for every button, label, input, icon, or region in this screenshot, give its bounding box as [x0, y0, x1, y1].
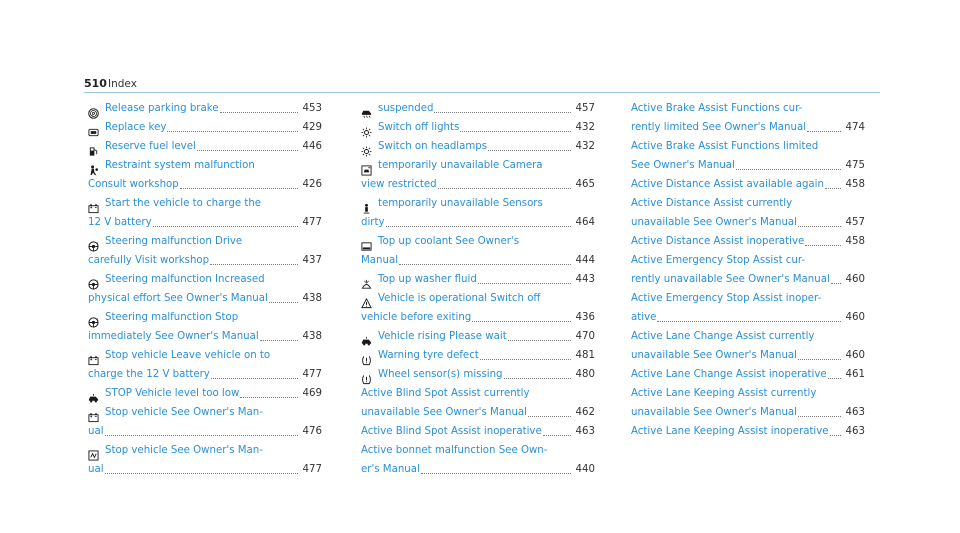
vehicle-suspension-icon [361, 108, 372, 119]
index-entry-line [88, 175, 322, 194]
index-entry-line [631, 346, 865, 365]
tyre-pressure-icon [361, 374, 372, 385]
page-reference: 461 [845, 369, 865, 380]
light-icon [361, 146, 372, 157]
index-entry-line [88, 289, 322, 308]
index-entry-line [88, 270, 322, 289]
index-link[interactable]: Switch off lights [378, 122, 460, 133]
index-entry-line [631, 365, 865, 384]
index-entry-line [361, 422, 595, 441]
index-entry [361, 194, 595, 232]
index-link[interactable]: Top up washer fluid [378, 274, 477, 285]
svg-text:P: P [91, 112, 96, 118]
index-link[interactable]: Wheel sensor(s) missing [378, 369, 503, 380]
index-entry-line [88, 137, 322, 156]
index-entry-line [361, 289, 595, 308]
dot-leader [798, 359, 841, 360]
index-entry-line [361, 156, 595, 175]
index-link[interactable]: view restricted [361, 179, 437, 190]
dot-leader [508, 340, 571, 341]
key-icon [88, 127, 99, 138]
header-rule [84, 92, 880, 93]
dot-leader [736, 169, 841, 170]
index-entry-line [361, 251, 595, 270]
index-entry [361, 118, 595, 137]
dot-leader [460, 131, 571, 132]
index-entry-line [88, 327, 322, 346]
index-link[interactable]: Release parking brake [105, 103, 219, 114]
index-link[interactable]: Warning tyre defect [378, 350, 479, 361]
index-entry-line [88, 118, 322, 137]
index-entry-line [631, 251, 865, 270]
page-reference: 480 [575, 369, 595, 380]
electric-drive-icon [88, 450, 99, 461]
index-entry [631, 232, 865, 251]
index-entry-line [361, 327, 595, 346]
index-entry-line [361, 384, 595, 403]
dot-leader [504, 378, 571, 379]
index-entry-line [631, 175, 865, 194]
dot-leader [805, 245, 841, 246]
index-entry [361, 232, 595, 270]
dot-leader [828, 378, 841, 379]
index-entry-line [88, 346, 322, 365]
index-entry-line [88, 441, 322, 460]
index-link[interactable]: Active Brake Assist Functions cur- [631, 103, 803, 114]
index-entry-line [631, 403, 865, 422]
index-link[interactable]: physical effort See Owner's Manual [88, 293, 268, 304]
vehicle-level-icon [88, 393, 99, 404]
index-entry-line [88, 251, 322, 270]
steering-wheel-icon [88, 241, 99, 252]
index-entry [88, 99, 322, 118]
page-header [84, 77, 880, 91]
index-link[interactable]: Steering malfunction Drive [105, 236, 243, 247]
coolant-icon [361, 241, 372, 252]
index-entry-line [631, 232, 865, 251]
page-reference: 457 [575, 103, 595, 114]
index-entry [88, 137, 322, 156]
index-link[interactable]: unavailable See Owner's Manual [631, 407, 798, 418]
page-reference: 457 [845, 217, 865, 228]
washer-fluid-icon [361, 279, 372, 290]
index-entry-line [631, 289, 865, 308]
index-link[interactable]: Active Lane Change Assist inoperative [631, 369, 827, 380]
warning-triangle-icon [361, 298, 372, 309]
index-entry-line [361, 365, 595, 384]
index-entry [361, 156, 595, 194]
index-entry-line [361, 403, 595, 422]
dot-leader [167, 131, 298, 132]
page-reference: 464 [575, 217, 595, 228]
index-link[interactable]: Manual [361, 255, 399, 266]
page-reference: 475 [845, 160, 865, 171]
index-link[interactable]: Stop vehicle See Owner's Man- [105, 407, 263, 418]
index-entry [361, 99, 595, 118]
index-entry [88, 441, 322, 479]
index-entry-line [88, 308, 322, 327]
index-entry-line [631, 327, 865, 346]
page-reference: 437 [302, 255, 322, 266]
index-entry [631, 289, 865, 327]
index-link[interactable]: rently limited See Owner's Manual [631, 122, 807, 133]
index-column-3 [631, 99, 865, 441]
index-link[interactable]: Reserve fuel level [105, 141, 196, 152]
page-reference: 465 [575, 179, 595, 190]
dot-leader [421, 473, 571, 474]
index-entry-line [88, 99, 322, 118]
index-link[interactable]: Active bonnet malfunction See Own- [361, 445, 548, 456]
index-entry-line [631, 213, 865, 232]
index-entry-line [361, 270, 595, 289]
index-entry-line [88, 384, 322, 403]
index-link[interactable]: Active Blind Spot Assist inoperative [361, 426, 542, 437]
index-link[interactable]: er's Manual [361, 464, 420, 475]
index-entry-line [631, 270, 865, 289]
page-reference: 463 [845, 426, 865, 437]
page-reference: 458 [845, 179, 865, 190]
index-link[interactable]: Active Distance Assist currently [631, 198, 793, 209]
page-reference: 432 [575, 122, 595, 133]
index-link[interactable]: Active Brake Assist Functions limited [631, 141, 819, 152]
index-entry [361, 346, 595, 365]
index-link[interactable]: Active Blind Spot Assist currently [361, 388, 530, 399]
dot-leader [488, 150, 571, 151]
index-entry [361, 137, 595, 156]
index-link[interactable]: Top up coolant See Owner's [378, 236, 520, 247]
page-reference: 463 [575, 426, 595, 437]
camera-icon [361, 165, 372, 176]
page-reference: 446 [302, 141, 322, 152]
index-link[interactable]: unavailable See Owner's Manual [631, 217, 798, 228]
index-entry-line [361, 118, 595, 137]
page-reference: 443 [575, 274, 595, 285]
index-entry-line [631, 156, 865, 175]
index-entry-line [631, 422, 865, 441]
page-reference: 458 [845, 236, 865, 247]
index-link[interactable]: Vehicle rising Please wait [378, 331, 507, 342]
index-entry-line [88, 403, 322, 422]
dot-leader [105, 435, 298, 436]
index-link[interactable]: Steering malfunction Stop [105, 312, 239, 323]
index-entry-line [361, 175, 595, 194]
index-entry [88, 346, 322, 384]
index-link[interactable]: temporarily unavailable Sensors [378, 198, 543, 209]
page-reference: 462 [575, 407, 595, 418]
page-reference: 474 [845, 122, 865, 133]
index-column-2 [361, 99, 595, 479]
index-entry [361, 365, 595, 384]
index-entry-line [361, 137, 595, 156]
battery-icon [88, 203, 99, 214]
dot-leader [528, 416, 571, 417]
index-entry [88, 308, 322, 346]
steering-wheel-icon [88, 279, 99, 290]
dot-leader [830, 435, 841, 436]
index-link[interactable]: ual [88, 426, 104, 437]
index-entry [361, 384, 595, 422]
page-reference: 460 [845, 312, 865, 323]
index-link[interactable]: ual [88, 464, 104, 475]
index-link[interactable]: immediately See Owner's Manual [88, 331, 259, 342]
index-link[interactable]: vehicle before exiting [361, 312, 472, 323]
page-reference: 469 [302, 388, 322, 399]
index-entry-line [88, 460, 322, 479]
page-reference: 444 [575, 255, 595, 266]
page-reference: 470 [575, 331, 595, 342]
page-reference: 476 [302, 426, 322, 437]
page-number: 510 [84, 77, 107, 90]
index-entry-line [361, 441, 595, 460]
index-entry-line [88, 213, 322, 232]
index-entry-line [631, 194, 865, 213]
dot-leader [197, 150, 298, 151]
dot-leader [210, 264, 298, 265]
index-entry [88, 156, 322, 194]
dot-leader [543, 435, 571, 436]
index-entry-line [631, 137, 865, 156]
dot-leader [240, 397, 298, 398]
dot-leader [478, 283, 571, 284]
index-entry-line [631, 308, 865, 327]
battery-icon [88, 355, 99, 366]
index-link[interactable]: dirty [361, 217, 385, 228]
battery-icon [88, 412, 99, 423]
index-column-1 [88, 99, 322, 479]
dot-leader [220, 112, 298, 113]
index-entry [631, 251, 865, 289]
page-reference: 477 [302, 217, 322, 228]
dot-leader [434, 112, 571, 113]
dot-leader [657, 321, 841, 322]
tyre-pressure-icon [361, 355, 372, 366]
svg-text:!: ! [97, 279, 99, 284]
index-entry-line [361, 308, 595, 327]
index-link[interactable]: Active Emergency Stop Assist cur- [631, 255, 806, 266]
dot-leader [386, 226, 571, 227]
dot-leader [798, 226, 841, 227]
page-reference: 440 [575, 464, 595, 475]
index-entry [631, 137, 865, 175]
index-entry [88, 403, 322, 441]
index-link[interactable]: temporarily unavailable Camera [378, 160, 543, 171]
index-entry [631, 365, 865, 384]
page-reference: 460 [845, 350, 865, 361]
index-link[interactable]: Replace key [105, 122, 167, 133]
index-link[interactable]: charge the 12 V battery [88, 369, 210, 380]
index-entry [631, 422, 865, 441]
index-link[interactable]: Active Lane Change Assist currently [631, 331, 815, 342]
dot-leader [399, 264, 571, 265]
index-link[interactable]: Consult workshop [88, 179, 179, 190]
page-reference: 436 [575, 312, 595, 323]
index-entry-line [361, 99, 595, 118]
svg-text:!: ! [97, 241, 99, 246]
index-link[interactable]: unavailable See Owner's Manual [361, 407, 528, 418]
index-entry [631, 384, 865, 422]
index-link[interactable]: Active Lane Keeping Assist inoperative [631, 426, 829, 437]
index-entry-line [88, 232, 322, 251]
dot-leader [807, 131, 841, 132]
index-entry [631, 327, 865, 365]
index-entry [631, 175, 865, 194]
index-link[interactable]: carefully Visit workshop [88, 255, 210, 266]
dot-leader [825, 188, 841, 189]
index-entry-line [361, 346, 595, 365]
index-entry-line [631, 99, 865, 118]
index-entry [88, 118, 322, 137]
dot-leader [105, 473, 298, 474]
index-entry-line [88, 156, 322, 175]
index-link[interactable]: Steering malfunction Increased [105, 274, 265, 285]
index-link[interactable]: Active Distance Assist inoperative [631, 236, 805, 247]
dot-leader [260, 340, 298, 341]
index-link[interactable]: Start the vehicle to charge the [105, 198, 262, 209]
dot-leader [472, 321, 571, 322]
dot-leader [831, 283, 841, 284]
index-entry-line [631, 118, 865, 137]
index-entry [361, 441, 595, 479]
index-entry-line [361, 460, 595, 479]
dot-leader [153, 226, 298, 227]
index-entry [361, 327, 595, 346]
index-link[interactable]: Vehicle is operational Switch off [378, 293, 541, 304]
page-reference: 453 [302, 103, 322, 114]
index-link[interactable]: STOP Vehicle level too low [105, 388, 240, 399]
index-entry-line [361, 213, 595, 232]
index-link[interactable]: Active Lane Keeping Assist currently [631, 388, 817, 399]
restraint-system-icon [88, 165, 99, 176]
vehicle-level-icon [361, 336, 372, 347]
index-entry [361, 422, 595, 441]
page-reference: 426 [302, 179, 322, 190]
index-entry [88, 384, 322, 403]
index-link[interactable]: Stop vehicle See Owner's Man- [105, 445, 263, 456]
index-link[interactable]: Restraint system malfunction [105, 160, 255, 171]
index-link[interactable]: Active Distance Assist available again [631, 179, 824, 190]
index-entry-line [361, 232, 595, 251]
index-link[interactable]: Active Emergency Stop Assist inoper- [631, 293, 822, 304]
index-entry [361, 289, 595, 327]
index-link[interactable]: suspended [378, 103, 434, 114]
dot-leader [798, 416, 841, 417]
index-link[interactable]: See Owner's Manual [631, 160, 735, 171]
page-reference: 477 [302, 369, 322, 380]
index-entry [631, 99, 865, 137]
page-reference: 460 [845, 274, 865, 285]
page-reference: 481 [575, 350, 595, 361]
page-reference: 438 [302, 293, 322, 304]
page-reference: 477 [302, 464, 322, 475]
index-link[interactable]: ative [631, 312, 657, 323]
dot-leader [438, 188, 571, 189]
svg-text:!: ! [97, 317, 99, 322]
fuel-pump-icon [88, 146, 99, 157]
index-link[interactable]: 12 V battery [88, 217, 152, 228]
index-entry-line [88, 194, 322, 213]
index-entry [88, 270, 322, 308]
dot-leader [211, 378, 298, 379]
dot-leader [269, 302, 298, 303]
page-reference: 432 [575, 141, 595, 152]
steering-wheel-icon [88, 317, 99, 328]
section-title: Index [108, 78, 137, 90]
page-reference: 438 [302, 331, 322, 342]
index-entry-line [88, 422, 322, 441]
index-link[interactable]: Switch on headlamps [378, 141, 488, 152]
index-entry [88, 232, 322, 270]
sensor-icon [361, 203, 372, 214]
index-entry-line [88, 365, 322, 384]
light-icon [361, 127, 372, 138]
index-link[interactable]: Stop vehicle Leave vehicle on to [105, 350, 271, 361]
index-entry [88, 194, 322, 232]
index-link[interactable]: unavailable See Owner's Manual [631, 350, 798, 361]
page-reference: 463 [845, 407, 865, 418]
page-reference: 429 [302, 122, 322, 133]
index-link[interactable]: rently unavailable See Owner's Manual [631, 274, 830, 285]
dot-leader [180, 188, 298, 189]
dot-leader [480, 359, 571, 360]
index-entry [631, 194, 865, 232]
index-entry-line [631, 384, 865, 403]
parking-brake-icon [88, 108, 99, 119]
index-entry [361, 270, 595, 289]
index-entry-line [361, 194, 595, 213]
